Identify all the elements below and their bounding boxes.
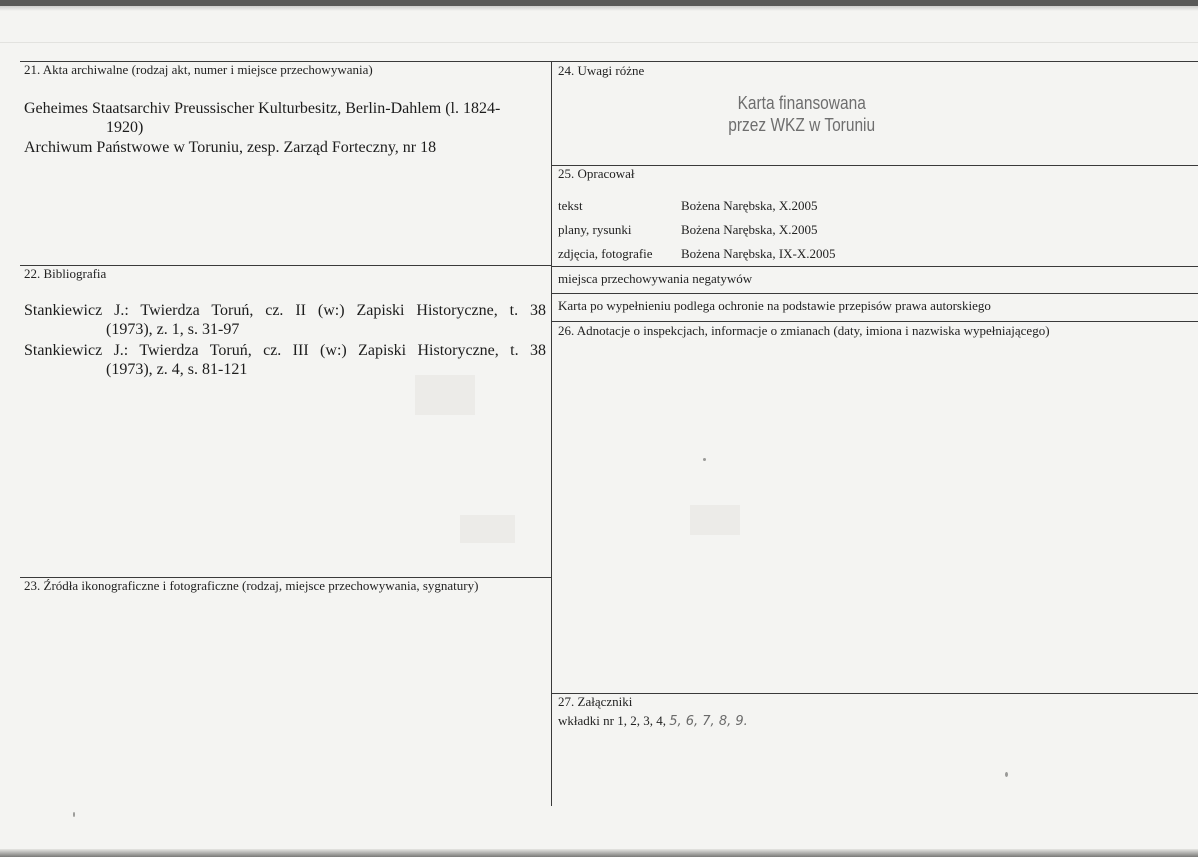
section-25-label: 25. Opracował bbox=[558, 166, 635, 181]
author-text: Bożena Narębska, X.2005 bbox=[681, 198, 818, 213]
scan-smudge bbox=[415, 375, 475, 415]
copyright-notice: Karta po wypełnieniu podlega ochronie na podstawie przepisów prawa autorskiego bbox=[558, 298, 991, 313]
section-21-archive-1 bbox=[24, 99, 544, 137]
dust-speck bbox=[1005, 772, 1008, 777]
funding-stamp-line-2: przez WKZ w Toruniu bbox=[728, 115, 876, 135]
column-divider bbox=[551, 61, 552, 806]
rule-25-negatives bbox=[551, 293, 1198, 294]
funding-stamp bbox=[720, 92, 883, 136]
section-27-label: 27. Załączniki bbox=[558, 694, 633, 709]
author-role-text: tekst bbox=[558, 198, 583, 213]
scan-smudge bbox=[690, 505, 740, 535]
funding-stamp-line-1: Karta finansowana bbox=[737, 93, 866, 113]
attachments-line bbox=[558, 713, 748, 730]
section-21-archive-1-line-a: Geheimes Staatsarchiv Preussischer Kulturbesitz, Berlin-Dahlem (l. 1824- bbox=[24, 100, 501, 117]
author-role-drawings: plany, rysunki bbox=[558, 222, 632, 237]
rule-24-25 bbox=[551, 165, 1198, 166]
attachments-handwritten: 5, 6, 7, 8, 9. bbox=[669, 714, 748, 729]
negatives-location: miejsca przechowywania negatywów bbox=[558, 271, 753, 286]
author-role-photos: zdjęcia, fotografie bbox=[558, 246, 653, 261]
section-23-label: 23. Źródła ikonograficzne i fotograficzne (rodzaj, miejsce przechowywania, sygnatury) bbox=[24, 578, 479, 593]
bibliography-entry-1-line-b: (1973), z. 1, s. 31-97 bbox=[106, 321, 240, 338]
dust-speck bbox=[73, 812, 75, 817]
author-drawings: Bożena Narębska, X.2005 bbox=[681, 222, 818, 237]
paper-fold-line bbox=[0, 42, 1198, 43]
section-22-label: 22. Bibliografia bbox=[24, 266, 107, 281]
section-21-archive-2: Archiwum Państwowe w Toruniu, zesp. Zarząd Forteczny, nr 18 bbox=[24, 139, 437, 156]
scan-bottom-edge bbox=[0, 849, 1198, 857]
section-26-label: 26. Adnotacje o inspekcjach, informacje o zmianach (daty, imiona i nazwiska wypełniającego) bbox=[558, 323, 1050, 338]
attachments-typed: wkładki nr 1, 2, 3, 4, bbox=[558, 713, 666, 728]
scan-shadow bbox=[0, 6, 1198, 11]
rule-25-names bbox=[551, 266, 1198, 267]
rule-25-26 bbox=[551, 321, 1198, 322]
rule-26-27 bbox=[551, 693, 1198, 694]
scan-smudge bbox=[460, 515, 515, 543]
bibliography-entry-2-line-a: Stankiewicz J.: Twierdza Toruń, cz. III (w:) Zapiski Historyczne, t. 38 bbox=[24, 342, 546, 359]
section-21-label: 21. Akta archiwalne (rodzaj akt, numer i miejsce przechowywania) bbox=[24, 62, 373, 77]
section-21-archive-1-line-b: 1920) bbox=[106, 119, 144, 136]
section-24-label: 24. Uwagi różne bbox=[558, 63, 645, 78]
dust-speck bbox=[703, 458, 706, 461]
bibliography-entry-1-line-a: Stankiewicz J.: Twierdza Toruń, cz. II (w:) Zapiski Historyczne, t. 38 bbox=[24, 302, 546, 319]
bibliography-entry-2-line-b: (1973), z. 4, s. 81-121 bbox=[106, 361, 248, 378]
author-photos: Bożena Narębska, IX-X.2005 bbox=[681, 246, 836, 261]
